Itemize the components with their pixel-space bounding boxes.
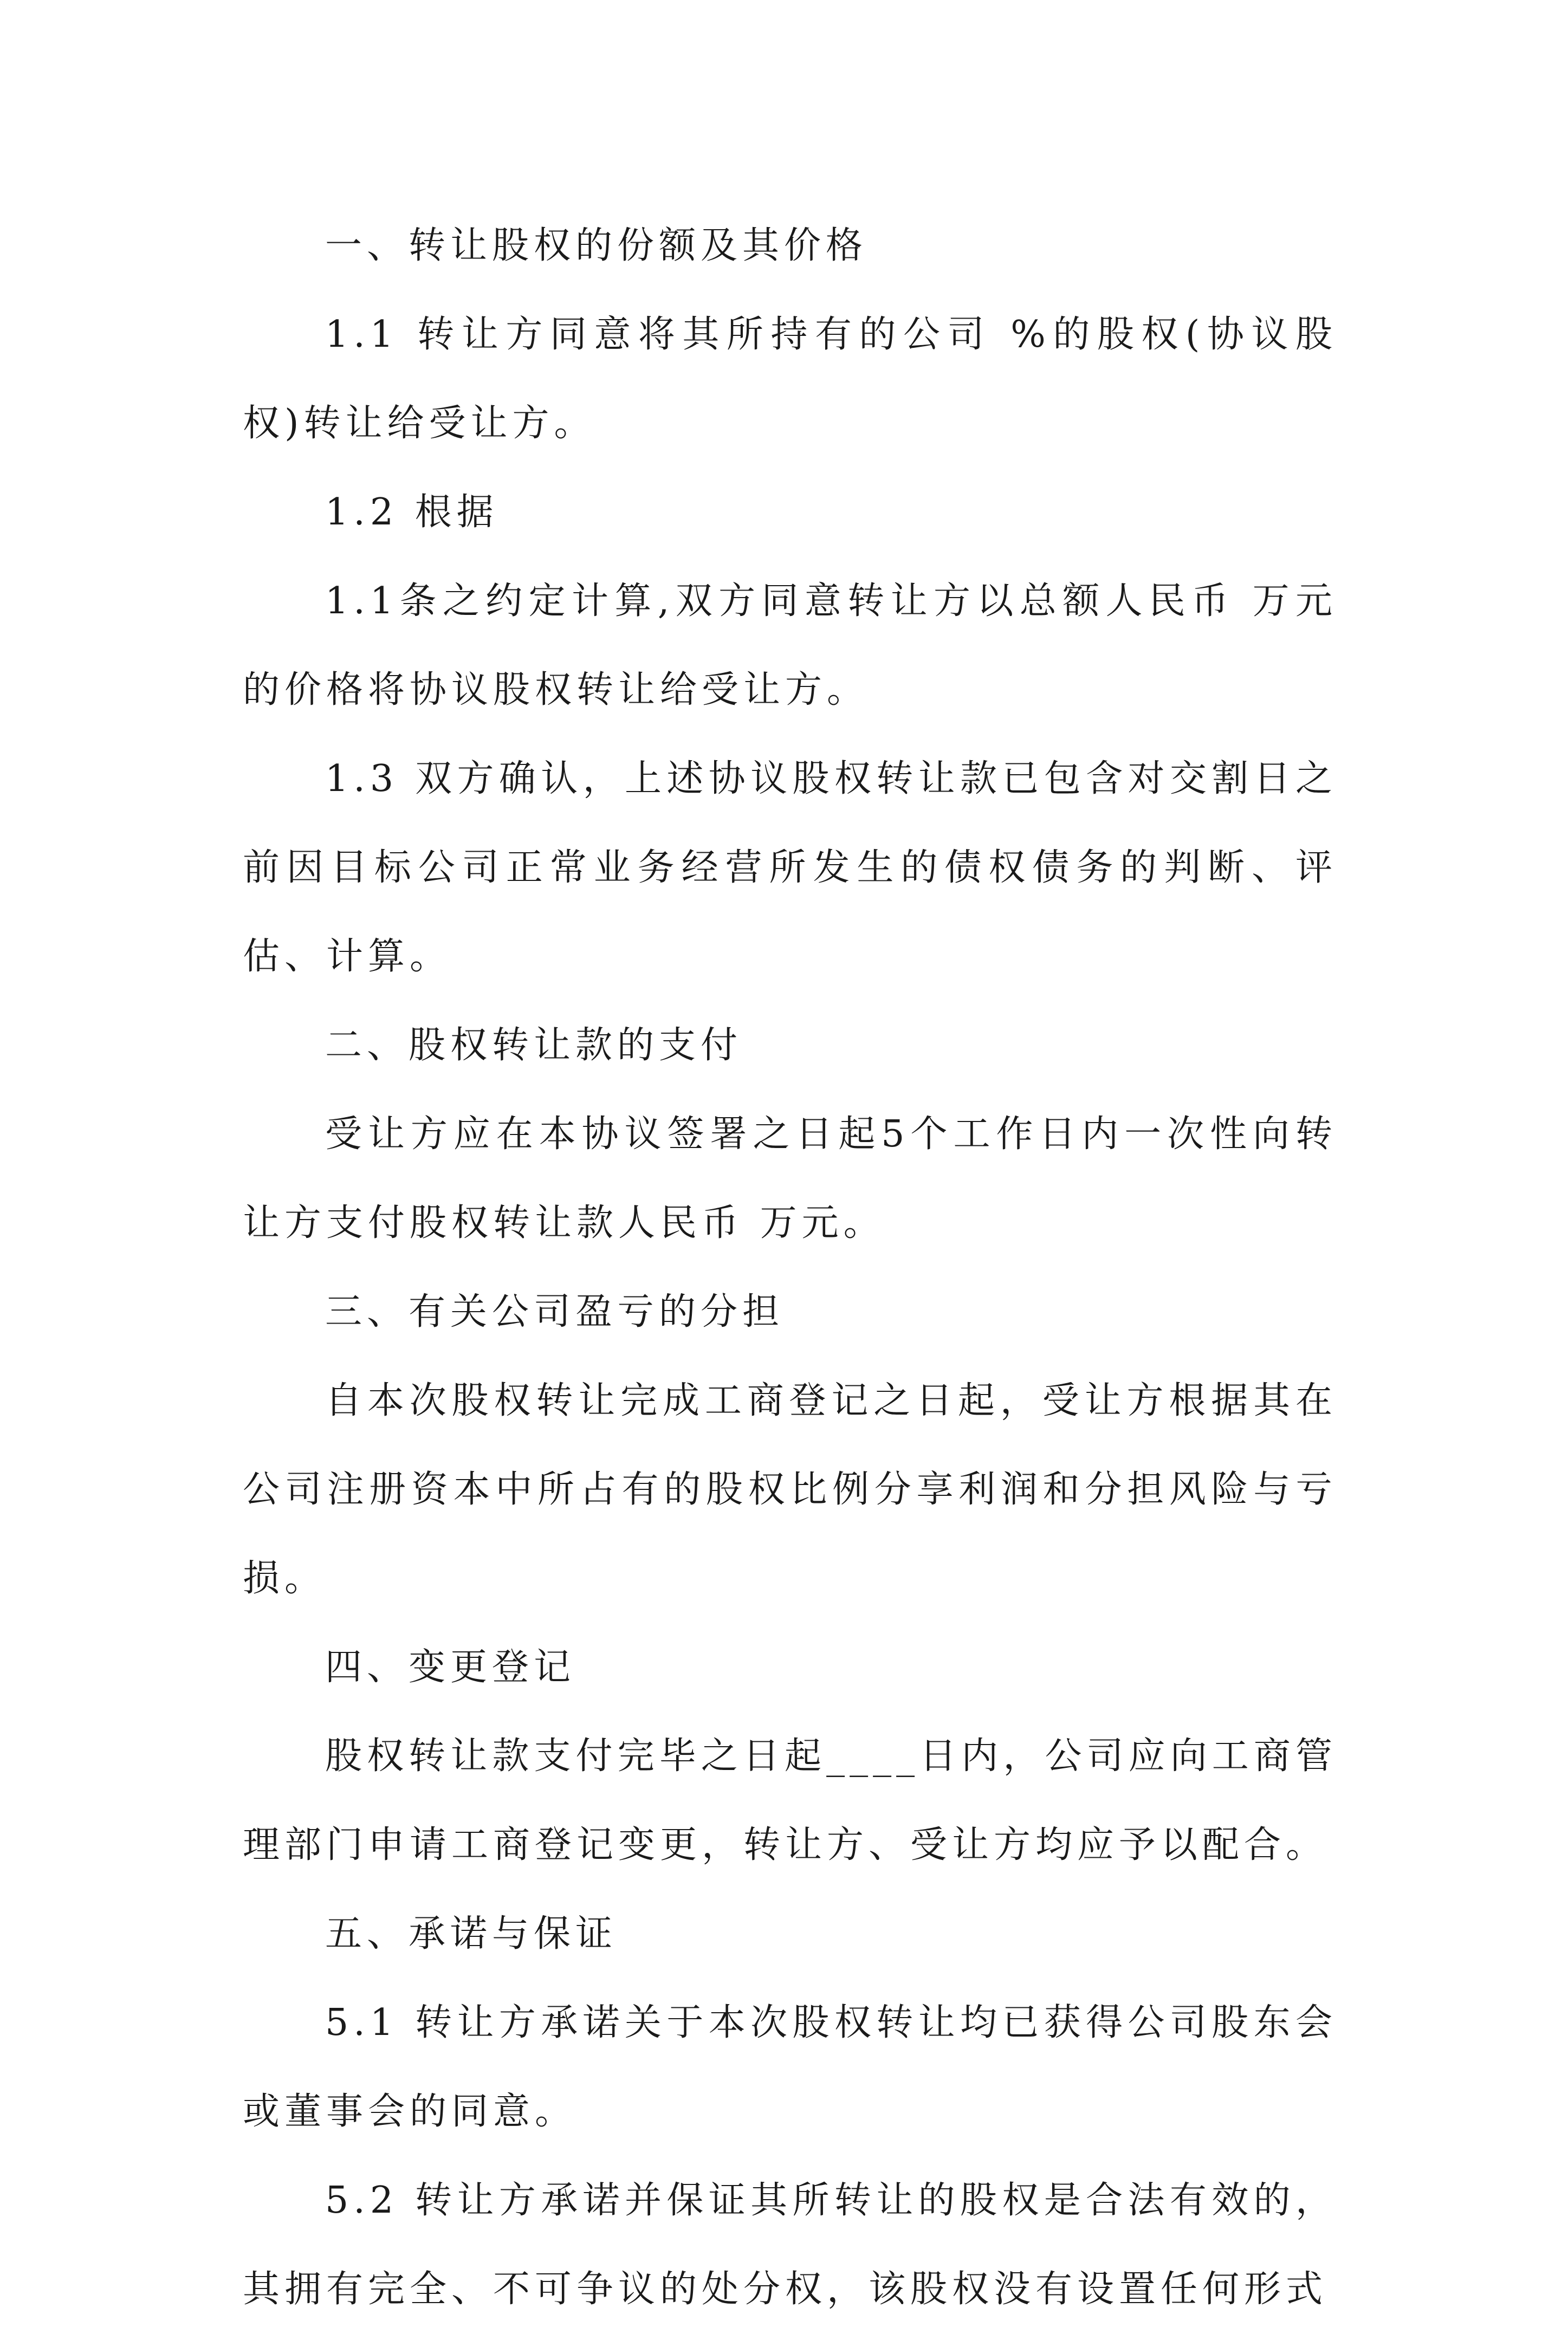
section-heading-3: 三、有关公司盈亏的分担 bbox=[325, 1291, 785, 1333]
section-3-body: 自本次股权转让完成工商登记之日起，受让方根据其在公司注册资本中所占有的股权比例分享利润和分担风险与亏损。 bbox=[243, 1379, 1337, 1600]
clause-1-2-body: 1.1条之约定计算,双方同意转让方以总额人民币 万元的价格将协议股权转让给受让方。 bbox=[243, 580, 1337, 711]
clause-1-2: 1.2 根据 bbox=[325, 491, 498, 534]
section-heading-1: 一、转让股权的份额及其价格 bbox=[325, 224, 868, 267]
clause-1-3: 1.3 双方确认，上述协议股权转让款已包含对交割日之前因目标公司正常业务经营所发生的债权债务的判断、评估、计算。 bbox=[243, 757, 1337, 978]
section-2-body: 受让方应在本协议签署之日起5个工作日内一次性向转让方支付股权转让款人民币 万元。 bbox=[243, 1113, 1337, 1244]
section-heading-2: 二、股权转让款的支付 bbox=[325, 1024, 743, 1067]
section-heading-4: 四、变更登记 bbox=[325, 1646, 576, 1689]
clause-1-1: 1.1 转让方同意将其所持有的公司 %的股权(协议股权)转让给受让方。 bbox=[243, 313, 1337, 445]
document-body bbox=[243, 202, 1337, 2334]
section-4-body: 股权转让款支付完毕之日起____日内，公司应向工商管理部门申请工商登记变更，转让方、受让方均应予以配合。 bbox=[243, 1735, 1337, 1866]
section-heading-5: 五、承诺与保证 bbox=[325, 1912, 618, 1955]
clause-5-1: 5.1 转让方承诺关于本次股权转让均已获得公司股东会或董事会的同意。 bbox=[243, 2001, 1337, 2133]
clause-5-2: 5.2 转让方承诺并保证其所转让的股权是合法有效的，其拥有完全、不可争议的处分权，该股权没有设置任何形式 bbox=[243, 2179, 1337, 2311]
